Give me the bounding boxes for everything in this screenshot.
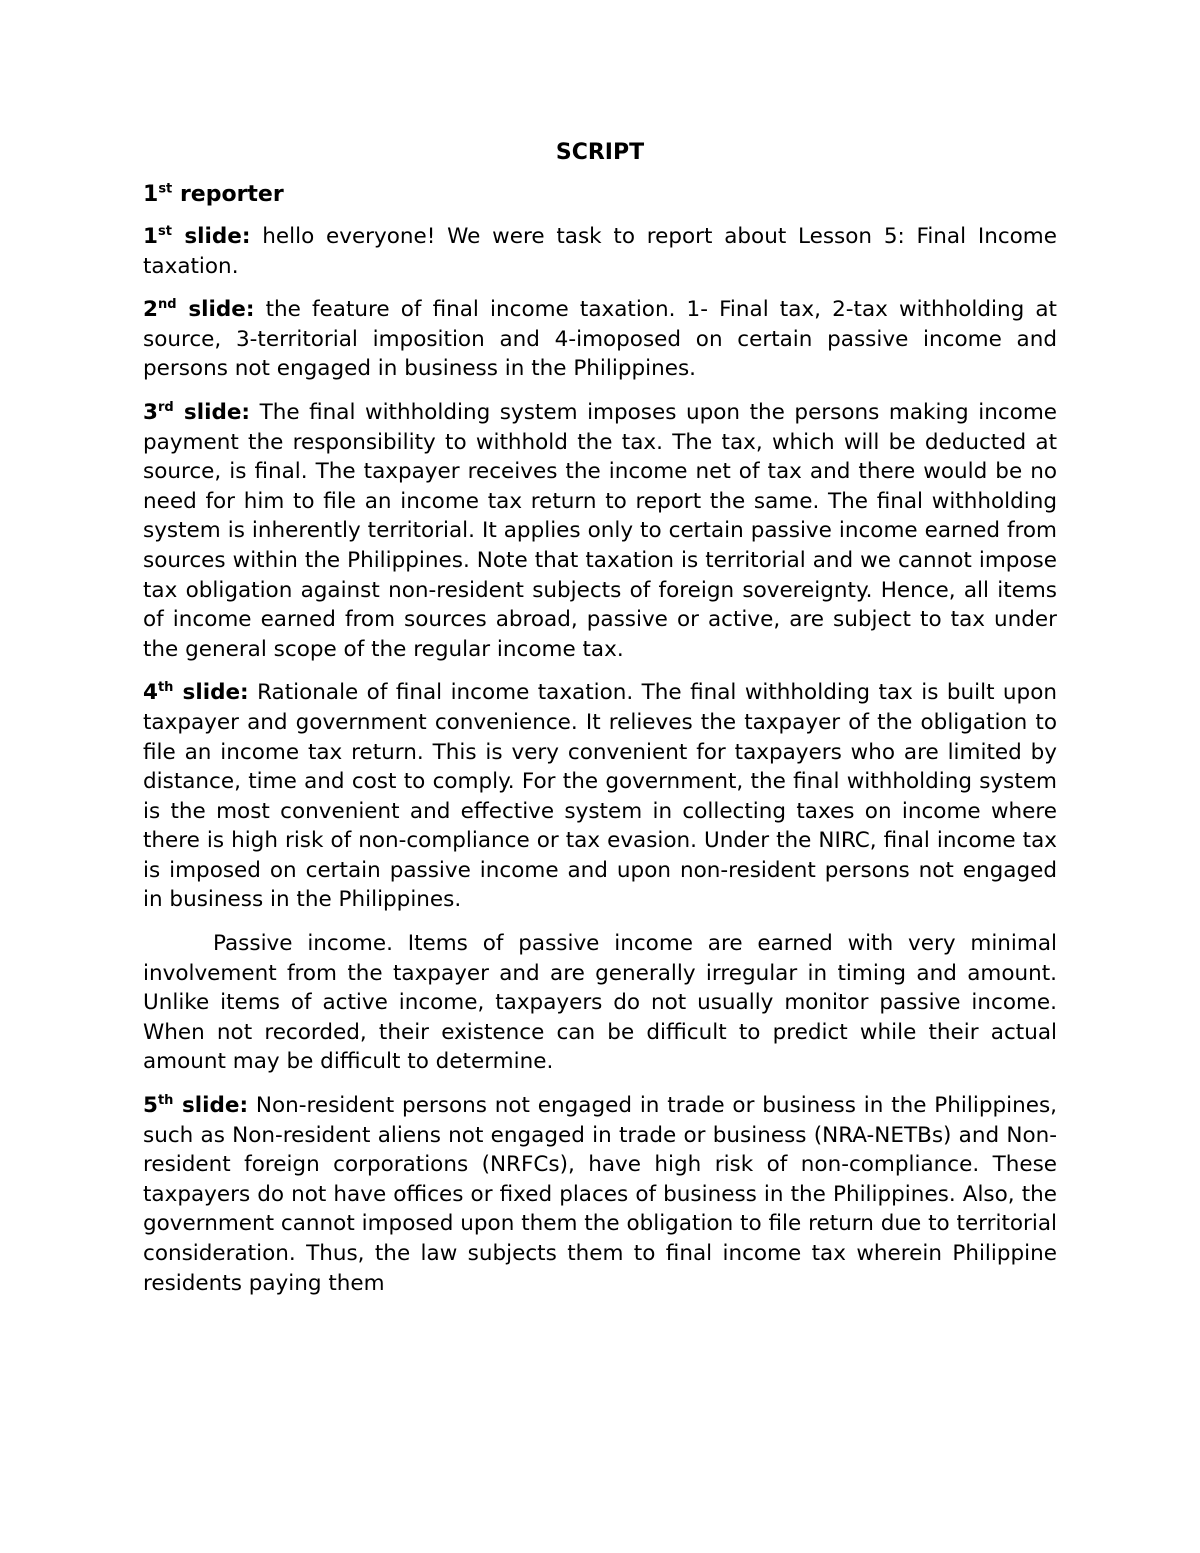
slide-2-label: slide: bbox=[188, 297, 255, 323]
slide-5-text: Non-resident persons not engaged in trade or business in the Philippines, such as Non-resident aliens not engaged in trade or business (NRA-NETBs) and Non-resident foreign corporations (NRFCs), have high risk of non-compliance. These taxpayers do not have offices or fixed places of business in the Philippines. Also, the government cannot imposed upon them the obligation to file return due to territorial consideration. Thus, the law subjects them to final income tax wherein Philippine residents paying them bbox=[143, 1093, 1057, 1296]
slide-3-label: slide: bbox=[183, 399, 251, 425]
slide-4-heading bbox=[143, 680, 249, 705]
slide-5-heading bbox=[143, 1093, 248, 1118]
slide-4-label: slide: bbox=[182, 680, 249, 706]
slide-5-ordinal: th bbox=[157, 1092, 174, 1108]
reporter-heading bbox=[143, 180, 1057, 210]
passive-income-text: Passive income. Items of passive income are earned with very minimal involvement from the taxpayer and are generally irregular in timing and amount. Unlike items of active income, taxpayers do not usually monitor passive income. When not recorded, their existence can be difficult to predict while their actual amount may be difficult to determine. bbox=[143, 931, 1057, 1075]
slide-1-number: 1 bbox=[143, 224, 158, 249]
slide-3-heading bbox=[143, 400, 250, 425]
document-page bbox=[143, 138, 1057, 1312]
slide-3-ordinal: rd bbox=[157, 399, 174, 415]
slide-4-text: Rationale of final income taxation. The final withholding tax is built upon taxpayer and government convenience. It relieves the taxpayer of the obligation to file an income tax return. This is very convenient for taxpayers who are limited by distance, time and cost to comply. For the government, the final withholding system is the most convenient and effective system in collecting taxes on income where there is high risk of non-compliance or tax evasion. Under the NIRC, final income tax is imposed on certain passive income and upon non-resident persons not engaged in business in the Philippines. bbox=[143, 680, 1057, 913]
slide-5-number: 5 bbox=[143, 1093, 158, 1119]
slide-2-heading bbox=[143, 297, 254, 322]
slide-4-number: 4 bbox=[143, 680, 158, 706]
slide-1-heading bbox=[143, 224, 250, 249]
slide-4-ordinal: th bbox=[157, 680, 174, 696]
slide-2-ordinal: nd bbox=[157, 297, 177, 313]
slide-1-label: slide: bbox=[184, 224, 251, 249]
document-title: SCRIPT bbox=[555, 140, 645, 165]
slide-5-label: slide: bbox=[181, 1093, 249, 1119]
passive-income-paragraph bbox=[143, 929, 1057, 1077]
slide-3-text: The final withholding system imposes upon the persons making income payment the responsibility to withhold the tax. The tax, which will be deducted at source, is final. The taxpayer receives the income net of tax and there would be no need for him to file an income tax return to report the same. The final withholding system is inherently territorial. It applies only to certain passive income earned from sources within the Philippines. Note that taxation is territorial and we cannot impose tax obligation against non-resident subjects of foreign sovereignty. Hence, all items of income earned from sources abroad, passive or active, are subject to tax under the general scope of the regular income tax. bbox=[143, 399, 1057, 662]
slide-2-paragraph bbox=[143, 295, 1057, 384]
reporter-number: 1 bbox=[143, 182, 159, 207]
slide-1-paragraph bbox=[143, 222, 1057, 281]
reporter-label: reporter bbox=[179, 182, 284, 207]
slide-2-text: the feature of final income taxation. 1- Final tax, 2-tax withholding at source, 3-territorial imposition and 4-imoposed on certain passive income and persons not engaged in business in the Philippines. bbox=[143, 297, 1057, 382]
slide-4-paragraph bbox=[143, 678, 1057, 915]
slide-3-number: 3 bbox=[143, 399, 158, 425]
slide-1-ordinal: st bbox=[157, 223, 172, 239]
reporter-ordinal: st bbox=[158, 181, 173, 197]
slide-2-number: 2 bbox=[143, 297, 158, 323]
slide-1-text: hello everyone! We were task to report about Lesson 5: Final Income taxation. bbox=[143, 224, 1057, 279]
slide-3-paragraph bbox=[143, 398, 1057, 664]
slide-5-paragraph bbox=[143, 1091, 1057, 1298]
